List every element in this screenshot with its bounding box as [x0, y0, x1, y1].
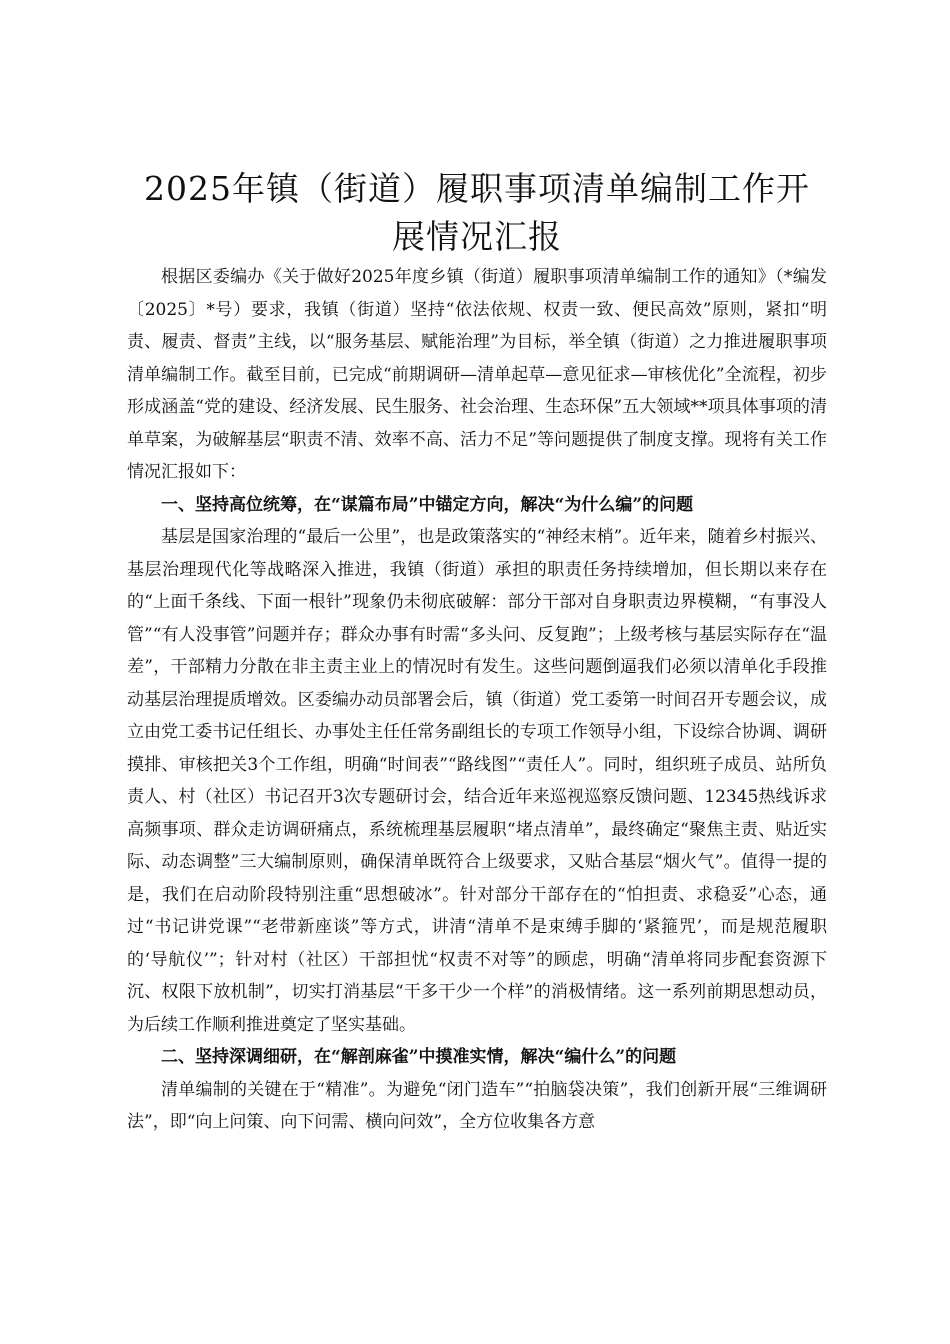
title-line-2: 展情况汇报: [392, 217, 562, 256]
section-2-paragraph: 清单编制的关键在于“精准”。为避免“闭门造车”“拍脑袋决策”，我们创新开展“三维调研法”，即“向上问策、向下问需、横向问效”，全方位收集各方意: [127, 1079, 827, 1132]
title-line-1: 2025年镇（街道）履职事项清单编制工作开: [144, 169, 810, 208]
section-1-paragraph: 基层是国家治理的“最后一公里”，也是政策落实的“神经末梢”。近年来，随着乡村振兴、基层治理现代化等战略深入推进，我镇（街道）承担的职责任务持续增加，但长期以来存在的“上面千条线、下面一根针”现象仍未彻底破解：部分干部对自身职责边界模糊，“有事没人管”“有人没事管”问题并存；群众办事有时需“多头问、反复跑”；上级考核与基层实际存在“温差”，干部精力分散在非主责主业上的情况时有发生。这些问题倒逼我们必须以清单化手段推动基层治理提质增效。区委编办动员部署会后，镇（街道）党工委第一时间召开专题会议，成立由党工委书记任组长、办事处主任任常务副组长的专项工作领导小组，下设综合协调、调研摸排、审核把关3个工作组，明确“时间表”“路线图”“责任人”。同时，组织班子成员、站所负责人、村（社区）书记召开3次专题研讨会，结合近年来巡视巡察反馈问题、12345热线诉求高频事项、群众走访调研痛点，系统梳理基层履职“堵点清单”，最终确定“聚焦主责、贴近实际、动态调整”三大编制原则，确保清单既符合上级要求，又贴合基层“烟火气”。值得一提的是，我们在启动阶段特别注重“思想破冰”。针对部分干部存在的“怕担责、求稳妥”心态，通过“书记讲党课”“老带新座谈”等方式，讲清“清单不是束缚手脚的‘紧箍咒’，而是规范履职的‘导航仪’”；针对村（社区）干部担忧“权责不对等”的顾虑，明确“清单将同步配套资源下沉、权限下放机制”，切实打消基层“干多干少一个样”的消极情绪。这一系列前期思想动员，为后续工作顺利推进奠定了坚实基础。: [127, 527, 827, 1035]
intro-paragraph: 根据区委编办《关于做好2025年度乡镇（街道）履职事项清单编制工作的通知》（*编发〔2025〕*号）要求，我镇（街道）坚持“依法依规、权责一致、便民高效”原则，紧扣“明责、履责、督责”主线，以“服务基层、赋能治理”为目标，举全镇（街道）之力推进履职事项清单编制工作。截至目前，已完成“前期调研—清单起草—意见征求—审核优化”全流程，初步形成涵盖“党的建设、经济发展、民生服务、社会治理、生态环保”五大领域**项具体事项的清单草案，为破解基层“职责不清、效率不高、活力不足”等问题提供了制度支撑。现将有关工作情况汇报如下：: [127, 267, 827, 482]
document-title: [127, 165, 827, 261]
document-page: [127, 165, 827, 1139]
section-heading-1: 一、坚持高位统筹，在“谋篇布局”中锚定方向，解决“为什么编”的问题: [161, 494, 694, 515]
section-heading-2: 二、坚持深调细研，在“解剖麻雀”中摸准实情，解决“编什么”的问题: [161, 1047, 677, 1067]
